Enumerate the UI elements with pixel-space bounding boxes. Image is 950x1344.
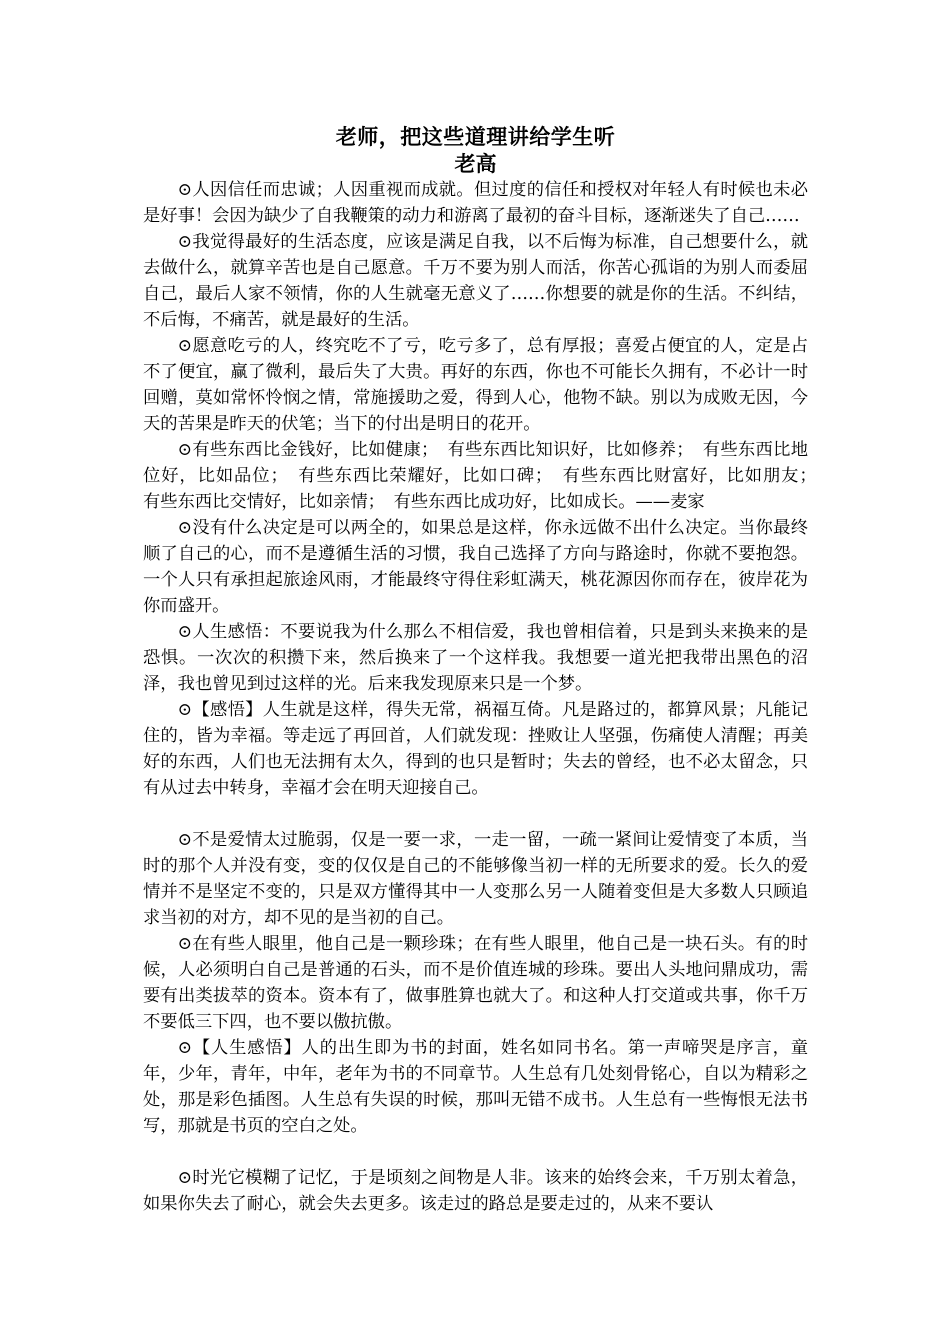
paragraph-8: ⊙不是爱情太过脆弱，仅是一要一求，一走一留，一疏一紧间让爱情变了本质，当时的那个人并没有变，变的仅仅是自己的不能够像当初一样的无所要求的爱。长久的爱情并不是坚定不变的，只是双方懂得其中一人变那么另一人随着变但是大多数人只顾追求当初的对方，却不见的是当初的自己。 <box>143 830 808 928</box>
paragraph-7: ⊙【感悟】人生就是这样，得失无常，祸福互倚。凡是路过的，都算风景；凡能记住的，皆为幸福。等走远了再回首，人们就发现：挫败让人坚强，伤痛使人清醒；再美好的东西，人们也无法拥有太久，得到的也只是暂时；失去的曾经，也不必太留念，只有从过去中转身，幸福才会在明天迎接自己。 <box>143 700 808 798</box>
paragraph-11: ⊙时光它模糊了记忆，于是顷刻之间物是人非。该来的始终会来，千万别太着急，如果你失去了耐心，就会失去更多。该走过的路总是要走过的，从来不要认 <box>143 1168 808 1214</box>
paragraph-5: ⊙没有什么决定是可以两全的，如果总是这样，你永远做不出什么决定。当你最终顺了自己的心，而不是遵循生活的习惯，我自己选择了方向与路途时，你就不要抱怨。一个人只有承担起旅途风雨，才能最终守得住彩虹满天，桃花源因你而存在，彼岸花为你而盛开。 <box>143 518 808 616</box>
document-title: 老师，把这些道理讲给学生听 <box>335 125 616 149</box>
paragraph-10: ⊙【人生感悟】人的出生即为书的封面，姓名如同书名。第一声啼哭是序言，童年，少年，青年，中年，老年为书的不同章节。人生总有几处刻骨铭心，自以为精彩之处，那是彩色插图。人生总有失误的时候，那叫无错不成书。人生总有一些悔恨无法书写，那就是书页的空白之处。 <box>143 1038 808 1136</box>
document-body <box>143 123 826 1217</box>
paragraph-9: ⊙在有些人眼里，他自己是一颗珍珠；在有些人眼里，他自己是一块石头。有的时候，人必须明白自己是普通的石头，而不是价值连城的珍珠。要出人头地问鼎成功，需要有出类拔萃的资本。资本有了，做事胜算也就大了。和这种人打交道或共事，你千万不要低三下四，也不要以傲抗傲。 <box>143 934 808 1032</box>
paragraph-1: ⊙人因信任而忠诚；人因重视而成就。但过度的信任和授权对年轻人有时候也未必是好事！会因为缺少了自我鞭策的动力和游离了最初的奋斗目标，逐渐迷失了自己…… <box>143 180 808 226</box>
paragraph-2: ⊙我觉得最好的生活态度，应该是满足自我，以不后悔为标准，自己想要什么，就去做什么，就算辛苦也是自己愿意。千万不要为别人而活，你苦心孤诣的为别人而委屈自己，最后人家不领情，你的人生就毫无意义了……你想要的就是你的生活。不纠结，不后悔，不痛苦，就是最好的生活。 <box>143 232 808 330</box>
document-author: 老高 <box>454 152 497 176</box>
blank-line <box>143 801 808 827</box>
paragraph-4: ⊙有些东西比金钱好，比如健康； 有些东西比知识好，比如修养； 有些东西比地位好，比如品位； 有些东西比荣耀好，比如口碑； 有些东西比财富好，比如朋友； 有些东西比交情好，比如亲情； 有些东西比成功好，比如成长。——麦家 <box>143 440 826 512</box>
paragraph-6: ⊙人生感悟：不要说我为什么那么不相信爱，我也曾相信着，只是到头来换来的是恐惧。一次次的积攒下来，然后换来了一个这样我。我想要一道光把我带出黑色的沼泽，我也曾见到过这样的光。后来我发现原来只是一个梦。 <box>143 622 808 694</box>
paragraph-3: ⊙愿意吃亏的人，终究吃不了亏，吃亏多了，总有厚报；喜爱占便宜的人，定是占不了便宜，赢了微利，最后失了大贵。再好的东西，你也不可能长久拥有，不必计一时回赠，莫如常怀怜悯之情，常施援助之爱，得到人心，他物不缺。别以为成败无因，今天的苦果是昨天的伏笔；当下的付出是明日的花开。 <box>143 336 808 434</box>
blank-line <box>143 1139 808 1165</box>
